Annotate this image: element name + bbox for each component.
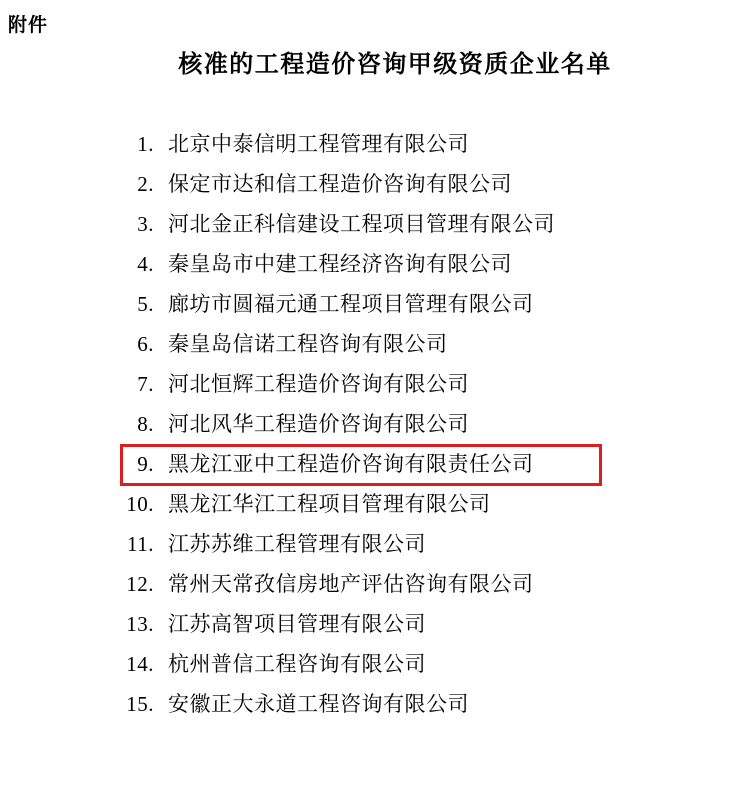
list-item-highlighted [0,408,750,448]
list-item-name: 黑龙江亚中工程造价咨询有限责任公司 [168,452,534,476]
list-item-number: 6. [137,332,154,356]
list-item [0,528,750,568]
list-item-number: 2. [137,172,154,196]
list-item [0,488,750,528]
list-item-name: 廊坊市圆福元通工程项目管理有限公司 [168,292,534,316]
list-item-number: 9. [137,452,154,476]
list-item-name: 秦皇岛市中建工程经济咨询有限公司 [168,252,512,276]
list-item-number: 8. [137,412,154,436]
list-item-name: 常州天常孜信房地产评估咨询有限公司 [168,572,534,596]
list-item-name: 秦皇岛信诺工程咨询有限公司 [168,332,448,356]
list-item [0,168,750,208]
list-item [0,128,750,168]
list-item-number: 15. [126,692,154,716]
list-item-name: 黑龙江华江工程项目管理有限公司 [168,492,491,516]
list-item [0,328,750,368]
list-item-number: 14. [126,652,154,676]
list-item-name: 江苏苏维工程管理有限公司 [168,532,426,556]
list-item-number: 1. [137,132,154,156]
list-item [0,288,750,328]
list-item-name: 保定市达和信工程造价咨询有限公司 [168,172,512,196]
list-item-number: 7. [137,372,154,396]
list-item-name: 河北恒辉工程造价咨询有限公司 [168,372,469,396]
list-item-number: 3. [137,212,154,236]
list-item-number: 12. [126,572,154,596]
list-item-number: 13. [126,612,154,636]
list-item [0,688,750,728]
list-item [0,648,750,688]
list-item-number: 11. [127,532,154,556]
list-item-name: 河北风华工程造价咨询有限公司 [168,412,469,436]
list-item [0,208,750,248]
list-item [0,608,750,648]
list-item [0,248,750,288]
attachment-label: 附件 [8,15,49,36]
company-list [0,128,750,728]
list-item-number: 4. [137,252,154,276]
list-item [0,568,750,608]
list-item [0,448,750,488]
list-item-name: 江苏高智项目管理有限公司 [168,612,426,636]
list-item-name: 河北金正科信建设工程项目管理有限公司 [168,212,555,236]
list-item-name: 安徽正大永道工程咨询有限公司 [168,692,469,716]
page-title: 核准的工程造价咨询甲级资质企业名单 [178,52,612,78]
list-item-number: 5. [137,292,154,316]
list-item [0,368,750,408]
list-item-number: 10. [126,492,154,516]
list-item-name: 杭州普信工程咨询有限公司 [168,652,426,676]
list-item-name: 北京中泰信明工程管理有限公司 [168,132,469,156]
